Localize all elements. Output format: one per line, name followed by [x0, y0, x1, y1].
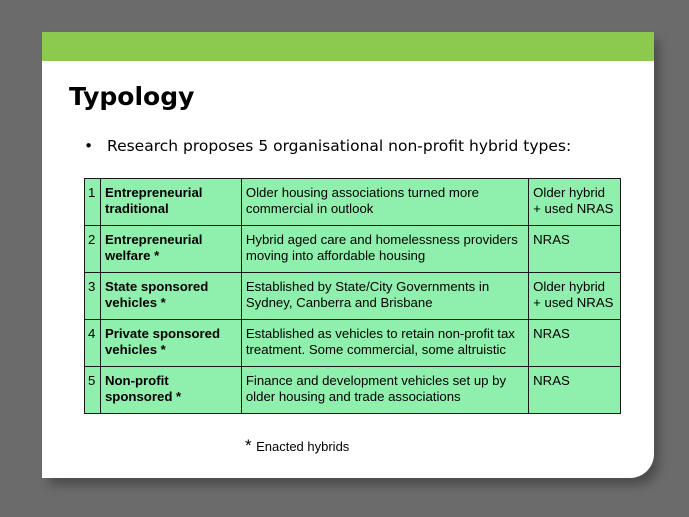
hybrid-type: Entrepreneurial traditional [100, 179, 241, 226]
hybrid-type: Non-profit sponsored * [100, 367, 241, 414]
footnote-text: Enacted hybrids [256, 439, 350, 454]
hybrid-description: Established as vehicles to retain non-profit tax treatment. Some commercial, some altruistic [241, 320, 528, 367]
hybrid-description: Finance and development vehicles set up by older housing and trade associations [241, 367, 528, 414]
hybrid-scheme: NRAS [529, 320, 621, 367]
row-number: 5 [85, 367, 101, 414]
hybrid-scheme: NRAS [529, 226, 621, 273]
hybrid-scheme: Older hybrid + used NRAS [529, 179, 621, 226]
hybrid-description: Older housing associations turned more commercial in outlook [241, 179, 528, 226]
typology-table [84, 178, 621, 414]
table-row [85, 273, 621, 320]
row-number: 3 [85, 273, 101, 320]
table-row [85, 367, 621, 414]
table-row [85, 226, 621, 273]
row-number: 4 [85, 320, 101, 367]
hybrid-type: State sponsored vehicles * [100, 273, 241, 320]
bullet-point [84, 135, 571, 157]
hybrid-type: Private sponsored vehicles * [100, 320, 241, 367]
hybrid-scheme: NRAS [529, 367, 621, 414]
accent-header-bar [42, 32, 654, 61]
slide-title: Typology [69, 82, 195, 111]
hybrid-type: Entrepreneurial welfare * [100, 226, 241, 273]
row-number: 2 [85, 226, 101, 273]
table-row [85, 320, 621, 367]
bullet-dot-icon: • [84, 137, 94, 155]
footnote-asterisk: * [245, 436, 252, 455]
table-row [85, 179, 621, 226]
slide [42, 32, 654, 478]
hybrid-description: Established by State/City Governments in Sydney, Canberra and Brisbane [241, 273, 528, 320]
hybrid-description: Hybrid aged care and homelessness providers moving into affordable housing [241, 226, 528, 273]
bullet-text: Research proposes 5 organisational non-profit hybrid types: [107, 137, 572, 155]
hybrid-scheme: Older hybrid + used NRAS [529, 273, 621, 320]
row-number: 1 [85, 179, 101, 226]
footnote [245, 436, 349, 456]
